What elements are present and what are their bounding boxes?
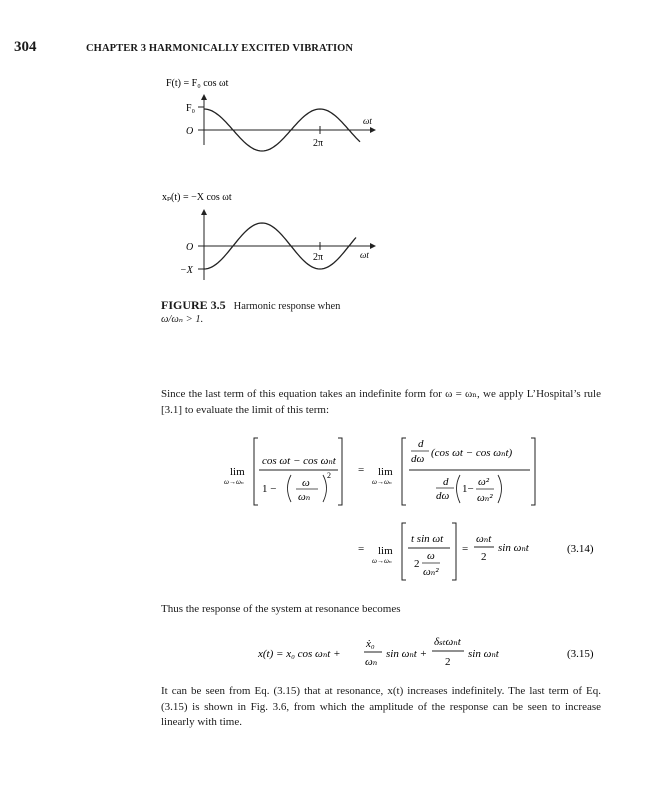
top-origin-label: O xyxy=(186,126,194,137)
eq1-lim-sub-2: ω→ωₙ xyxy=(372,478,392,486)
eq314-bracket-open xyxy=(402,523,406,580)
eq1-paren-open xyxy=(288,475,292,502)
eq315-frac1-num: ẋ₀ xyxy=(366,638,375,650)
eq1-right-bracket-open xyxy=(402,438,406,505)
eq314-equals: = xyxy=(358,543,365,555)
eq314-omega-n-sq: ωₙ² xyxy=(423,566,439,578)
eq315-frac2-num: δₛₜωₙt xyxy=(434,636,461,648)
eq1-lim-sub: ω→ωₙ xyxy=(224,478,244,486)
eq1-one-minus-2: 1− xyxy=(462,483,474,495)
eq1-paren-close-2 xyxy=(498,475,502,503)
eq315-tail: sin ωₙt xyxy=(468,648,499,660)
eq1-paren-close xyxy=(323,475,327,502)
eq314-lim: lim xyxy=(378,545,393,557)
eq315-lhs: x(t) = x₀ cos ωₙt + xyxy=(258,648,341,660)
eq314-result-num: ωₙt xyxy=(476,533,492,545)
chapter-title: CHAPTER 3 HARMONICALLY EXCITED VIBRATION xyxy=(86,43,354,54)
eq1-paren-open-2 xyxy=(457,475,461,503)
eq1-lim: lim xyxy=(230,466,245,478)
bottom-axis-label: ωt xyxy=(360,250,369,260)
eq1-power: 2 xyxy=(327,471,331,480)
paragraph-resonance: Thus the response of the system at resonance becomes xyxy=(161,603,401,615)
eq1-omega-n-sq: ωₙ² xyxy=(477,492,493,504)
figure-3-5-plots xyxy=(0,0,645,300)
bottom-origin-label: O xyxy=(186,242,194,253)
equation-lhopital xyxy=(0,430,645,610)
eq1-left-bracket-open xyxy=(254,438,258,505)
eq315-frac2-den: 2 xyxy=(445,656,451,668)
equation-3-15 xyxy=(0,630,645,680)
eq314-number: (3.14) xyxy=(567,543,594,555)
eq1-d-top: d xyxy=(418,438,424,450)
eq1-d-bottom: d xyxy=(443,476,449,488)
eq1-deriv-numerator: (cos ωt − cos ωₙt) xyxy=(431,447,513,459)
eq315-number: (3.15) xyxy=(567,648,594,660)
caption-condition: ω/ωₙ > 1. xyxy=(161,314,204,325)
eq1-one-minus: 1 − xyxy=(262,483,277,495)
eq314-two: 2 xyxy=(414,558,420,570)
paragraph-conclusion: It can be seen from Eq. (3.15) that at resonance, x(t) increases indefinitely. The last term of Eq. (3.15) is shown in Fig. 3.6, from which the amplitude of the response can be seen to increase linearly with time. xyxy=(161,685,601,728)
bottom-period-label: 2π xyxy=(313,252,324,263)
top-period-label: 2π xyxy=(313,138,324,149)
eq314-result-tail: sin ωₙt xyxy=(498,542,529,554)
eq1-equals: = xyxy=(358,464,365,476)
eq1-omega-sq: ω² xyxy=(478,476,490,488)
page-number: 304 xyxy=(14,39,37,55)
eq1-lim-2: lim xyxy=(378,466,393,478)
eq315-middle: sin ωₙt + xyxy=(386,648,428,660)
eq1-domega-bottom: dω xyxy=(436,490,450,502)
eq1-right-bracket-close xyxy=(531,438,535,505)
bottom-amplitude-label: −X xyxy=(180,265,193,276)
caption-text: Harmonic response when xyxy=(233,301,341,312)
figure-caption xyxy=(161,296,340,314)
eq1-domega-top: dω xyxy=(411,453,425,465)
eq1-omega: ω xyxy=(302,477,310,489)
figure-number: FIGURE 3.5 xyxy=(161,298,226,312)
top-axis-label: ωt xyxy=(363,116,372,126)
eq1-numerator: cos ωt − cos ωₙt xyxy=(262,455,336,467)
eq314-lim-sub: ω→ωₙ xyxy=(372,557,392,565)
eq315-frac1-den: ωₙ xyxy=(365,656,378,668)
top-function-label: F(t) = F₀ cos ωt xyxy=(166,78,229,89)
eq1-left-bracket-close xyxy=(338,438,342,505)
eq1-omega-n: ωₙ xyxy=(298,491,311,503)
eq314-equals-2: = xyxy=(462,543,469,555)
eq314-result-den: 2 xyxy=(481,551,487,563)
eq314-bracket-close xyxy=(452,523,456,580)
eq314-numerator: t sin ωt xyxy=(411,533,444,545)
top-amplitude-label: F₀ xyxy=(186,103,196,114)
paragraph-intro: Since the last term of this equation takes an indefinite form for ω = ωₙ, we apply L’Hospital’s rule [3.1] to evaluate the limit of this term: xyxy=(161,388,601,416)
bottom-function-label: xₚ(t) = −X cos ωt xyxy=(162,192,232,203)
eq314-omega: ω xyxy=(427,550,435,562)
